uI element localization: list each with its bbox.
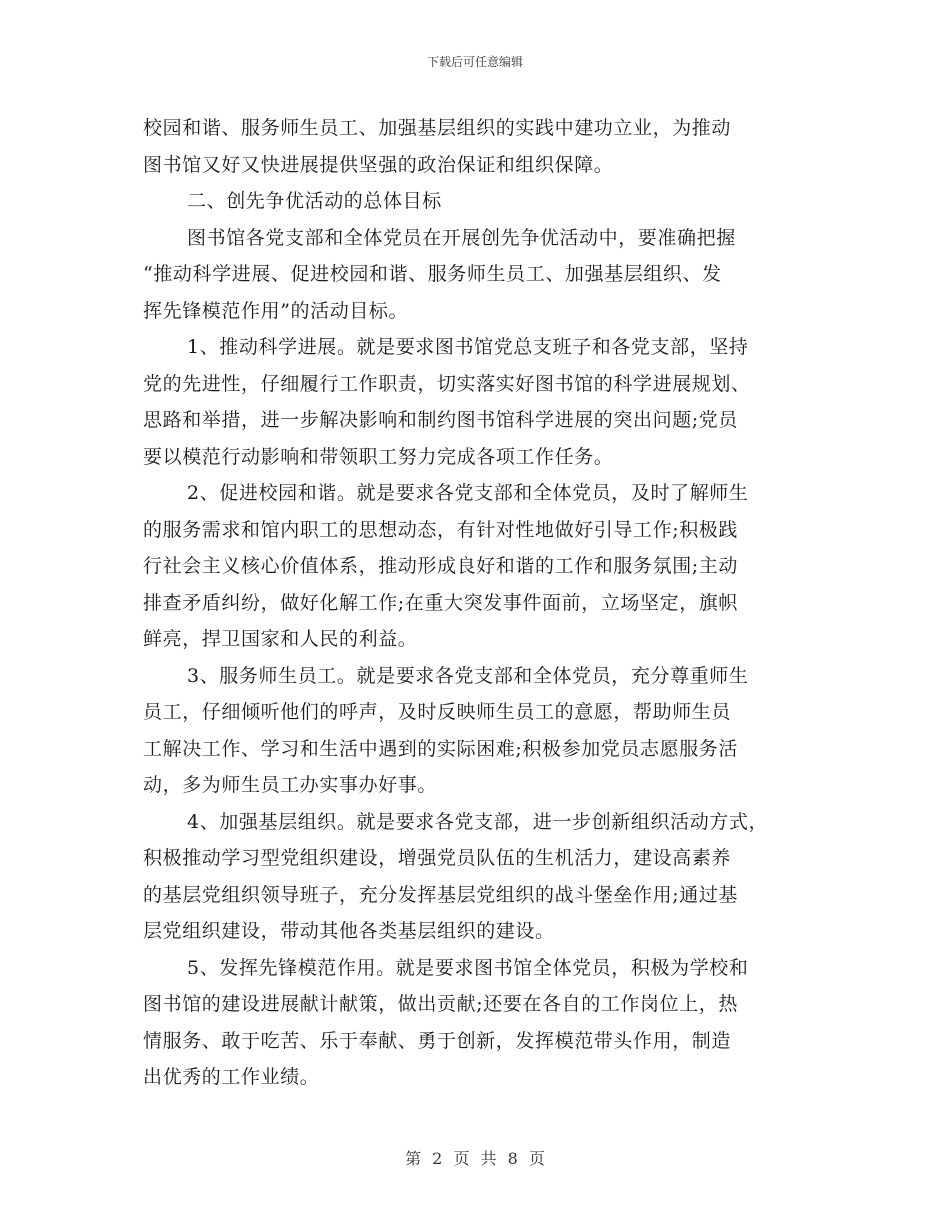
body-line: 5、发挥先锋模范作用。就是要求图书馆全体党员，积极为学校和	[187, 956, 749, 979]
body-line: 3、服务师生员工。就是要求各党支部和全体党员，充分尊重师生	[187, 664, 749, 687]
body-line: 的服务需求和馆内职工的思想动态，有针对性地做好引导工作;积极践	[143, 518, 739, 541]
body-line: 图书馆各党支部和全体党员在开展创先争优活动中，要准确把握	[187, 226, 736, 249]
body-line: 鲜亮，捍卫国家和人民的利益。	[143, 628, 418, 650]
body-line: 二、创先争优活动的总体目标	[187, 190, 442, 212]
document-body	[143, 110, 818, 1096]
body-line: 思路和举措，进一步解决影响和制约图书馆科学进展的突出问题;党员	[143, 409, 739, 431]
body-line: 图书馆又好又快进展提供坚强的政治保证和组织保障。	[143, 153, 614, 176]
page-footer: 第 2 页 共 8 页	[405, 1149, 545, 1168]
body-line: 的基层党组织领导班子，充分发挥基层党组织的战斗堡垒作用;通过基	[143, 883, 739, 906]
body-line: 挥先锋模范作用”的活动目标。	[143, 299, 409, 322]
body-line: 4、加强基层组织。就是要求各党支部，进一步创新组织活动方式，	[187, 810, 769, 833]
body-line: 排查矛盾纠纷，做好化解工作;在重大突发事件面前，立场坚定，旗帜	[143, 591, 739, 614]
body-line: 行社会主义核心价值体系，推动形成良好和谐的工作和服务氛围;主动	[143, 555, 739, 577]
body-line: 出优秀的工作业绩。	[143, 1066, 320, 1088]
body-line: 动，多为师生员工办实事办好事。	[143, 774, 438, 796]
body-line: 员工，仔细倾听他们的呼声，及时反映师生员工的意愿，帮助师生员	[143, 701, 732, 723]
body-line: 图书馆的建设进展献计献策，做出贡献;还要在各自的工作岗位上，热	[143, 993, 739, 1015]
body-line: 2、促进校园和谐。就是要求各党支部和全体党员，及时了解师生	[187, 482, 749, 504]
body-line: 要以模范行动影响和带领职工努力完成各项工作任务。	[143, 445, 614, 468]
body-line: 1、推动科学进展。就是要求图书馆党总支班子和各党支部，坚持	[187, 336, 749, 358]
body-line: 情服务、敢于吃苦、乐于奉献、勇于创新，发挥模范带头作用，制造	[143, 1029, 732, 1052]
page-header: 下载后可任意编辑	[426, 55, 523, 69]
body-line: 层党组织建设，带动其他各类基层组织的建设。	[143, 920, 555, 942]
body-line: “推动科学进展、促进校园和谐、服务师生员工、加强基层组织、发	[143, 263, 722, 285]
body-line: 工解决工作、学习和生活中遇到的实际困难;积极参加党员志愿服务活	[143, 737, 739, 760]
body-line: 校园和谐、服务师生员工、加强基层组织的实践中建功立业，为推动	[143, 117, 732, 139]
body-line: 积极推动学习型党组织建设，增强党员队伍的生机活力，建设高素养	[143, 847, 732, 869]
body-line: 党的先进性，仔细履行工作职责，切实落实好图书馆的科学进展规划、	[143, 372, 751, 395]
